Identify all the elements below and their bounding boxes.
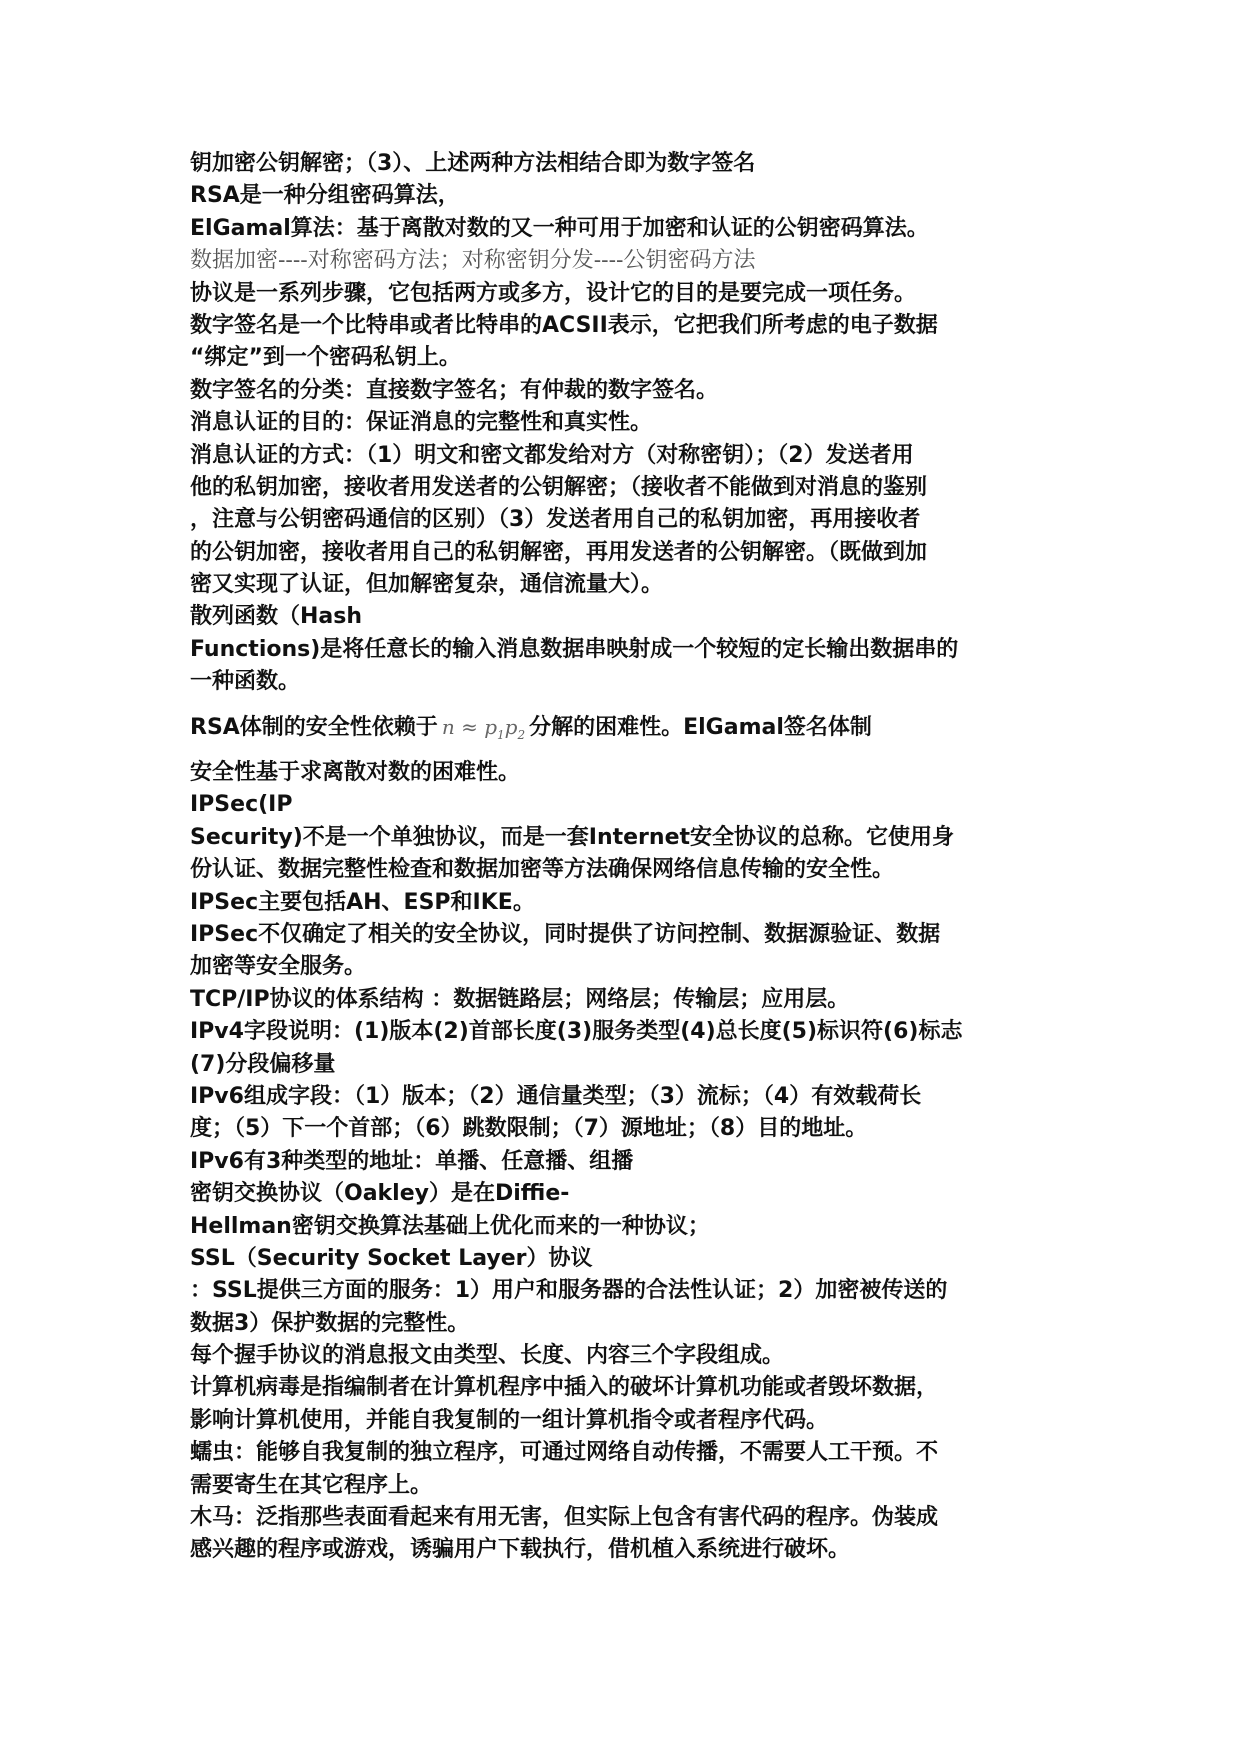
- text-line: ElGamal算法：基于离散对数的又一种可用于加密和认证的公钥密码算法。: [190, 215, 929, 241]
- document-body: [190, 148, 1060, 1567]
- text-line-light: 数据加密----对称密码方法；对称密钥分发----公钥密码方法: [190, 248, 756, 274]
- math-n: n: [441, 714, 455, 739]
- text-line: SSL（Security Socket Layer）协议: [190, 1245, 593, 1271]
- text-line: 度；（5）下一个首部；（6）跳数限制；（7）源地址；（8）目的地址。: [190, 1116, 868, 1142]
- text-line: 消息认证的方式：（1）明文和密文都发给对方（对称密钥）；（2）发送者用: [190, 442, 914, 468]
- text-line: 需要寄生在其它程序上。: [190, 1472, 433, 1498]
- text-line: 一种函数。: [190, 669, 301, 695]
- text-line: 密钥交换协议（Oakley）是在Diffie-: [190, 1181, 570, 1207]
- text-line: 协议是一系列步骤，它包括两方或多方，设计它的目的是要完成一项任务。: [190, 280, 917, 306]
- text-line: 计算机病毒是指编制者在计算机程序中插入的破坏计算机功能或者毁坏数据，: [190, 1375, 939, 1401]
- text-line: 安全性基于求离散对数的困难性。: [190, 760, 521, 786]
- text-line: 每个握手协议的消息报文由类型、长度、内容三个字段组成。: [190, 1343, 785, 1369]
- math-p2: p: [504, 714, 518, 739]
- text-line: 数字签名是一个比特串或者比特串的ACSII表示，它把我们所考虑的电子数据: [190, 312, 938, 338]
- text-line: 影响计算机使用，并能自我复制的一组计算机指令或者程序代码。: [190, 1407, 829, 1433]
- text-line: 加密等安全服务。: [190, 954, 367, 980]
- math-p1: p: [484, 714, 497, 739]
- text-line: 他的私钥加密，接收者用发送者的公钥解密；（接收者不能做到对消息的鉴别: [190, 474, 928, 500]
- text-line: (7)分段偏移量: [190, 1051, 336, 1077]
- math-formula: [438, 714, 529, 742]
- math-sub-1: 1: [497, 727, 505, 742]
- text-line: IPSec不仅确定了相关的安全协议，同时提供了访问控制、数据源验证、数据: [190, 921, 941, 947]
- math-sub-2: 2: [517, 727, 526, 742]
- text-line: 密又实现了认证，但加解密复杂，通信流量大）。: [190, 572, 664, 598]
- text-line: Functions)是将任意长的输入消息数据串映射成一个较短的定长输出数据串的: [190, 636, 959, 662]
- text-line: Hellman密钥交换算法基础上优化而来的一种协议；: [190, 1213, 710, 1239]
- text-line: ，注意与公钥密码通信的区别）（3）发送者用自己的私钥加密，再用接收者: [190, 507, 921, 533]
- text-line: 数据3）保护数据的完整性。: [190, 1310, 470, 1336]
- text-line: “绑定”到一个密码私钥上。: [190, 345, 461, 371]
- text-line: RSA是一种分组密码算法，: [190, 183, 460, 209]
- text-line: 木马：泛指那些表面看起来有用无害，但实际上包含有害代码的程序。伪装成: [190, 1505, 939, 1531]
- text-line: 的公钥加密，接收者用自己的私钥解密，再用发送者的公钥解密。（既做到加: [190, 539, 928, 565]
- text-line: 钥加密公钥解密；（3）、上述两种方法相结合即为数字签名: [190, 151, 756, 176]
- text-line: Security)不是一个单独协议，而是一套Internet安全协议的总称。它使用身: [190, 824, 955, 850]
- rsa-prefix: RSA体制的安全性依赖于: [190, 714, 438, 740]
- text-line: 份认证、数据完整性检查和数据加密等方法确保网络信息传输的安全性。: [190, 857, 895, 883]
- text-line: 蠕虫：能够自我复制的独立程序，可通过网络自动传播，不需要人工干预。不: [190, 1440, 939, 1466]
- text-line: IPSec主要包括AH、ESP和IKE。: [190, 889, 535, 915]
- text-line: TCP/IP协议的体系结构 ：数据链路层；网络层；传输层；应用层。: [190, 986, 850, 1012]
- text-line: IPSec(IP: [190, 792, 293, 818]
- math-operator: ≈: [461, 714, 478, 739]
- text-line: 感兴趣的程序或游戏，诱骗用户下载执行，借机植入系统进行破坏。: [190, 1537, 851, 1563]
- text-line: 数字签名的分类：直接数字签名；有仲裁的数字签名。: [190, 377, 719, 403]
- text-line: 散列函数（Hash: [190, 604, 363, 630]
- text-line: IPv4字段说明：(1)版本(2)首部长度(3)服务类型(4)总长度(5)标识符(6)标志: [190, 1019, 963, 1045]
- text-line: IPv6组成字段：（1）版本；（2）通信量类型；（3）流标；（4）有效载荷长: [190, 1083, 922, 1109]
- text-line: IPv6有3种类型的地址：单播、任意播、组播: [190, 1148, 634, 1174]
- text-line: ：SSL提供三方面的服务：1）用户和服务器的合法性认证；2）加密被传送的: [190, 1278, 948, 1304]
- rsa-suffix: 分解的困难性。ElGamal签名体制: [529, 714, 872, 740]
- rsa-formula-line: [190, 711, 1060, 743]
- text-line: 消息认证的目的：保证消息的完整性和真实性。: [190, 410, 653, 436]
